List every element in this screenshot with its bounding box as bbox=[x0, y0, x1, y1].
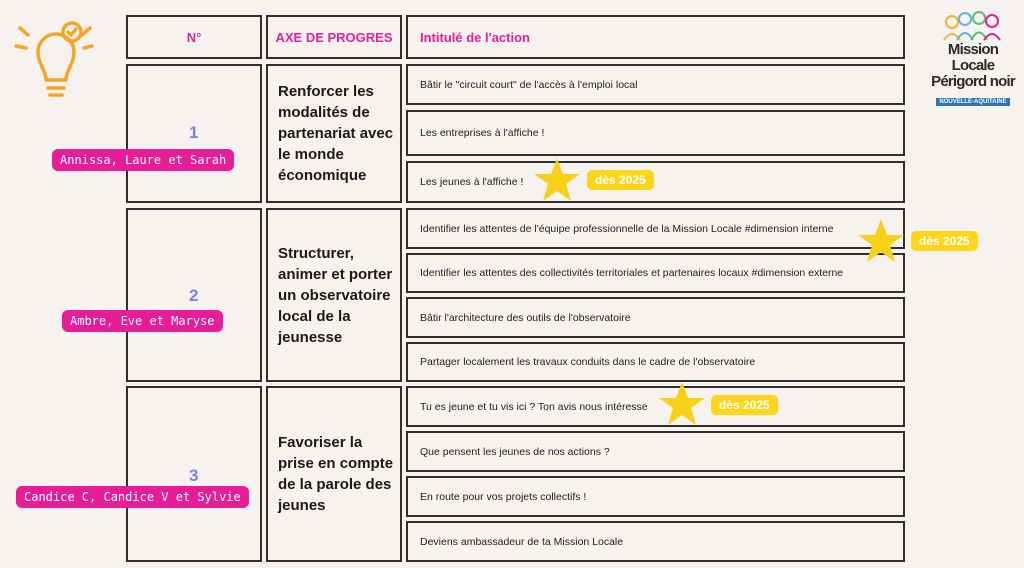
axe2-action-3 bbox=[406, 297, 905, 338]
axe3-action-4-label: Deviens ambassadeur de ta Mission Locale bbox=[420, 535, 624, 548]
axe1-action-1 bbox=[406, 64, 905, 105]
axe1-action-2-label: Les entreprises à l'affiche ! bbox=[420, 127, 545, 139]
star-icon bbox=[533, 156, 581, 204]
axe3-action-1 bbox=[406, 386, 905, 427]
axe3-team-badge: Candice C, Candice V et Sylvie bbox=[16, 486, 249, 508]
star-icon bbox=[857, 217, 905, 265]
axe1-title: Renforcer les modalités de partenariat avec le monde économique bbox=[278, 83, 394, 184]
axe1-title-cell bbox=[266, 64, 402, 203]
header-intitule-cell bbox=[406, 15, 905, 59]
header-num-cell bbox=[126, 15, 262, 59]
date-badge-1: dès 2025 bbox=[587, 170, 654, 190]
header-intitule-label: Intitulé de l'action bbox=[420, 29, 530, 45]
logo-line2: Périgord noir bbox=[931, 73, 1015, 90]
axe1-team-badge: Annissa, Laure et Sarah bbox=[52, 149, 234, 171]
axe3-number: 3 bbox=[189, 466, 199, 485]
axe3-action-4 bbox=[406, 521, 905, 562]
axe3-action-3-label: En route pour vos projets collectifs ! bbox=[420, 490, 587, 503]
axe3-action-2 bbox=[406, 431, 905, 472]
axe2-action-1 bbox=[406, 208, 905, 249]
logo-region-tag: NOUVELLE-AQUITAINE bbox=[936, 98, 1009, 106]
axe1-action-1-label: Bâtir le "circuit court" de l'accès à l'emploi local bbox=[420, 78, 638, 91]
star-icon bbox=[658, 380, 706, 428]
header-axe-label: AXE DE PROGRES bbox=[275, 29, 393, 45]
axe3-action-3 bbox=[406, 476, 905, 517]
header-axe-cell bbox=[266, 15, 402, 59]
lightbulb-icon bbox=[8, 8, 104, 104]
axe3-action-2-label: Que pensent les jeunes de nos actions ? bbox=[420, 445, 610, 458]
axe3-title-cell bbox=[266, 386, 402, 562]
date-badge-3: dès 2025 bbox=[711, 395, 778, 415]
axe1-number: 1 bbox=[189, 123, 199, 142]
axe3-action-1-label: Tu es jeune et tu vis ici ? Ton avis nous intéresse bbox=[420, 400, 648, 413]
axe2-action-3-label: Bâtir l'architecture des outils de l'observatoire bbox=[420, 311, 631, 324]
axe1-action-2 bbox=[406, 110, 905, 156]
date-badge-2: dès 2025 bbox=[911, 231, 978, 251]
axe2-action-4 bbox=[406, 342, 905, 382]
axe2-action-2-label: Identifier les attentes des collectivités territoriales et partenaires locaux #dimension externe bbox=[420, 267, 844, 279]
axe2-action-2 bbox=[406, 253, 905, 293]
mission-locale-logo bbox=[926, 10, 1020, 105]
people-logo-icon bbox=[938, 10, 1008, 42]
logo-line1: Mission Locale bbox=[947, 41, 999, 74]
axe1-action-3 bbox=[406, 161, 905, 203]
axe3-title: Favoriser la prise en compte de la parole des jeunes bbox=[278, 434, 394, 514]
axe2-action-4-label: Partager localement les travaux conduits dans le cadre de l'observatoire bbox=[420, 356, 756, 368]
axe1-action-3-label: Les jeunes à l'affiche ! bbox=[420, 176, 524, 188]
axe2-title-cell bbox=[266, 208, 402, 382]
axe2-title: Structurer, animer et porter un observatoire local de la jeunesse bbox=[278, 244, 393, 346]
axe2-team-badge: Ambre, Eve et Maryse bbox=[62, 310, 223, 332]
axe2-number: 2 bbox=[189, 286, 199, 305]
header-num-label: N° bbox=[186, 29, 202, 45]
axe2-action-1-label: Identifier les attentes de l'équipe professionnelle de la Mission Locale #dimension interne bbox=[420, 222, 834, 235]
